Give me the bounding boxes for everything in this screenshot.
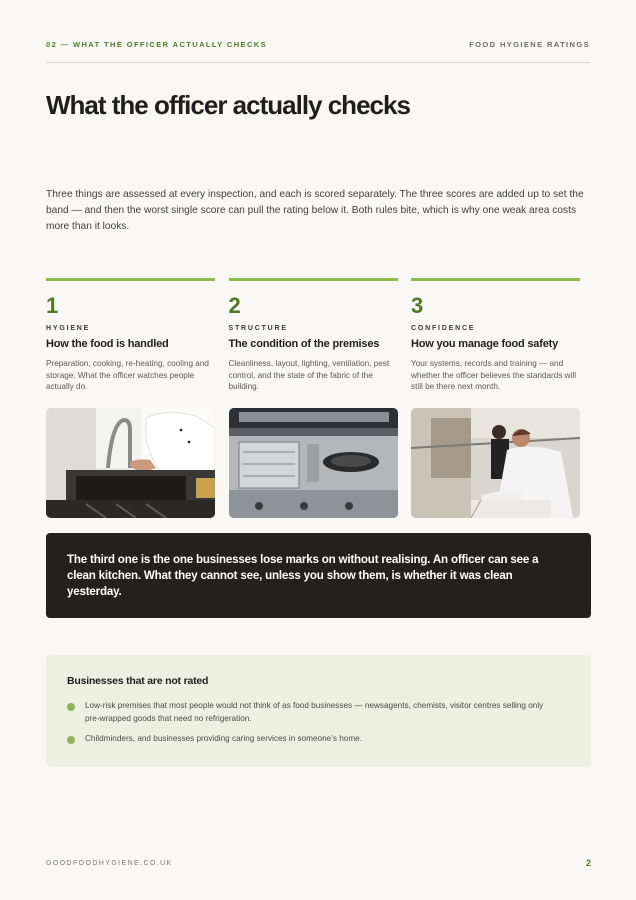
page-number: 2 <box>585 858 591 868</box>
not-rated-list <box>67 700 570 746</box>
column-heading: How you manage food safety <box>411 338 558 350</box>
list-item <box>67 733 555 746</box>
bullet-dot <box>67 703 75 711</box>
column-heading: How the food is handled <box>46 338 169 350</box>
callout-text: The third one is the one businesses lose marks on without realising. An officer can see a clean kitchen. What they cannot see, unless you show them, is whether it was clean yesterday. <box>67 553 539 598</box>
photo-chefs-writing <box>411 408 580 518</box>
column-heading: The condition of the premises <box>228 338 380 350</box>
assessment-columns <box>46 278 580 518</box>
footer-url: GOODFOODHYGIENE.CO.UK <box>46 860 173 867</box>
column-eyebrow: CONFIDENCE <box>411 325 476 332</box>
bullet-dot <box>67 736 75 744</box>
column-eyebrow: STRUCTURE <box>228 325 288 332</box>
list-item <box>67 700 555 725</box>
section-label: 02 — WHAT THE OFFICER ACTUALLY CHECKS <box>46 40 267 49</box>
column-eyebrow: HYGIENE <box>46 325 91 332</box>
column-hygiene <box>46 278 215 518</box>
photo-kitchen-range <box>229 408 398 518</box>
intro-paragraph: Three things are assessed at every inspection, and each is scored separately. The three scores are added up to set the band — and then the worst single score can pull the rating below it. Both rules bite, which is why one weak area costs more than it looks. <box>46 189 584 232</box>
photo-handwashing <box>46 408 215 518</box>
list-item-text: Low-risk premises that most people would not think of as food businesses — newsagents, chemists, visitor centres selling only pre-wrapped goods that need no refrigeration. <box>85 701 544 723</box>
column-body: Your systems, records and training — and whether the officer believes the standards will still be there next month. <box>411 359 577 392</box>
column-structure <box>229 278 398 518</box>
list-item-text: Childminders, and businesses providing caring services in someone’s home. <box>85 734 362 743</box>
not-rated-title: Businesses that are not rated <box>67 675 209 687</box>
page-header <box>46 40 590 63</box>
document-label: FOOD HYGIENE RATINGS <box>469 40 590 49</box>
column-number: 2 <box>228 293 241 318</box>
column-number: 3 <box>411 293 424 318</box>
column-confidence <box>411 278 580 518</box>
callout-box <box>46 533 591 618</box>
page-title: What the officer actually checks <box>46 90 410 120</box>
column-body: Cleanliness, layout, lighting, ventilation, pest control, and the state of the fabric of the building. <box>228 359 390 392</box>
not-rated-box <box>46 655 591 767</box>
column-number: 1 <box>46 293 59 318</box>
column-body: Preparation, cooking, re-heating, cooling and storage. What the officer watches people actually do. <box>46 359 209 392</box>
